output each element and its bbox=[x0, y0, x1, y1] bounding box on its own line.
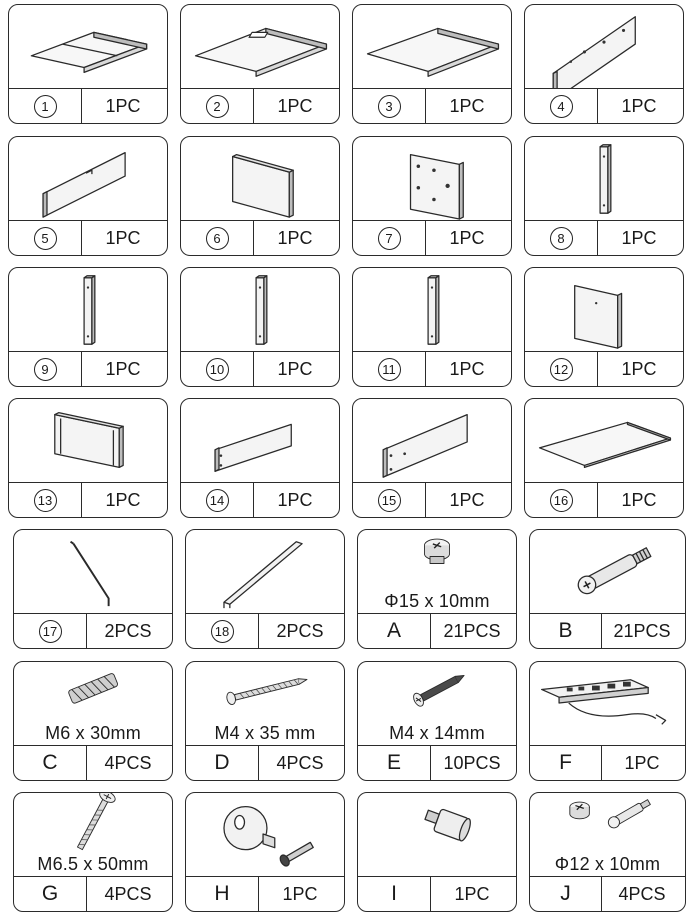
part-quantity: 1PC bbox=[449, 489, 485, 510]
part-footer bbox=[9, 482, 167, 517]
panel-holes-drawing bbox=[525, 5, 683, 89]
part-footer bbox=[358, 876, 516, 911]
part-card-16 bbox=[524, 398, 684, 518]
part-number: 6 bbox=[206, 227, 229, 250]
part-card-14 bbox=[180, 398, 340, 518]
panel-back-drawing bbox=[9, 399, 167, 483]
part-number-cell bbox=[353, 483, 426, 517]
part-spec: Φ15 x 10mm bbox=[384, 591, 490, 611]
part-quantity: 2PCS bbox=[104, 620, 152, 641]
part-letter: H bbox=[214, 882, 230, 905]
part-number-cell bbox=[353, 89, 426, 123]
part-footer bbox=[14, 745, 172, 780]
part-letter: E bbox=[386, 751, 401, 774]
post-drawing bbox=[181, 268, 339, 352]
part-quantity: 21PCS bbox=[613, 620, 671, 641]
part-quantity: 10PCS bbox=[443, 752, 501, 773]
part-footer bbox=[353, 88, 511, 123]
part-footer bbox=[353, 482, 511, 517]
cam-set-drawing bbox=[530, 793, 685, 853]
part-letter: I bbox=[391, 882, 397, 905]
part-number: 1 bbox=[34, 95, 57, 118]
rail-drawing bbox=[181, 399, 339, 483]
bolt-drawing bbox=[14, 793, 172, 853]
part-number: 15 bbox=[378, 489, 401, 512]
part-card-17 bbox=[13, 529, 173, 649]
part-number: 9 bbox=[34, 358, 57, 381]
panel-flat-drawing bbox=[353, 5, 511, 89]
part-footer bbox=[14, 876, 172, 911]
part-card-j bbox=[529, 792, 686, 912]
part-footer bbox=[181, 351, 339, 386]
part-card-7 bbox=[352, 136, 512, 256]
part-number-cell bbox=[530, 877, 602, 911]
part-card-8 bbox=[524, 136, 684, 256]
part-number-cell bbox=[14, 614, 87, 648]
panel-slot-drawing bbox=[181, 5, 339, 89]
part-number: 7 bbox=[378, 227, 401, 250]
part-letter: G bbox=[41, 882, 59, 905]
power-strip-drawing bbox=[530, 662, 685, 746]
part-footer bbox=[525, 351, 683, 386]
part-number-cell bbox=[9, 352, 82, 386]
part-number-cell bbox=[181, 221, 254, 255]
part-number: 2 bbox=[206, 95, 229, 118]
part-number-cell bbox=[9, 221, 82, 255]
part-footer bbox=[186, 876, 344, 911]
part-card-h bbox=[185, 792, 345, 912]
part-footer bbox=[9, 88, 167, 123]
part-quantity: 1PC bbox=[105, 489, 141, 510]
part-number: 14 bbox=[206, 489, 229, 512]
part-number: 3 bbox=[378, 95, 401, 118]
part-number-cell bbox=[353, 221, 426, 255]
part-footer bbox=[525, 220, 683, 255]
part-footer bbox=[358, 613, 516, 648]
part-footer bbox=[530, 613, 685, 648]
screw-short-drawing bbox=[358, 662, 516, 722]
panel-holed-block-drawing bbox=[353, 137, 511, 221]
part-card-9 bbox=[8, 267, 168, 387]
part-card-i bbox=[357, 792, 517, 912]
part-card-d bbox=[185, 661, 345, 781]
part-card-f bbox=[529, 661, 686, 781]
glass-drawing bbox=[525, 399, 683, 483]
part-footer bbox=[353, 351, 511, 386]
part-quantity: 4PCS bbox=[618, 883, 666, 904]
part-spec: M4 x 14mm bbox=[389, 723, 485, 743]
part-quantity: 4PCS bbox=[104, 883, 152, 904]
part-number-cell bbox=[14, 746, 87, 780]
part-card-c bbox=[13, 661, 173, 781]
part-number: 13 bbox=[34, 489, 57, 512]
part-footer bbox=[181, 220, 339, 255]
part-card-1 bbox=[8, 4, 168, 124]
part-quantity: 1PC bbox=[621, 227, 657, 248]
part-quantity: 1PC bbox=[105, 227, 141, 248]
part-footer bbox=[525, 88, 683, 123]
part-card-3 bbox=[352, 4, 512, 124]
part-number: 16 bbox=[550, 489, 573, 512]
part-footer bbox=[530, 745, 685, 780]
part-spec: Φ12 x 10mm bbox=[554, 854, 661, 874]
part-letter: F bbox=[559, 751, 572, 774]
part-quantity: 1PC bbox=[277, 489, 313, 510]
panel-side-drawing bbox=[181, 137, 339, 221]
part-number-cell bbox=[186, 746, 259, 780]
dowel-drawing bbox=[14, 662, 172, 722]
part-number-cell bbox=[525, 483, 598, 517]
shelf-pin-drawing bbox=[358, 793, 516, 877]
part-quantity: 1PC bbox=[277, 227, 313, 248]
part-quantity: 1PC bbox=[449, 358, 485, 379]
part-quantity: 1PC bbox=[277, 95, 313, 116]
part-card-5 bbox=[8, 136, 168, 256]
part-spec: M6.5 x 50mm bbox=[37, 854, 149, 874]
panel-small-drawing bbox=[525, 268, 683, 352]
part-number: 8 bbox=[550, 227, 573, 250]
part-card-2 bbox=[180, 4, 340, 124]
panel-notched-drawing bbox=[9, 137, 167, 221]
part-number: 4 bbox=[550, 95, 573, 118]
part-number-cell bbox=[525, 221, 598, 255]
strip-drawing bbox=[186, 530, 344, 614]
part-card-6 bbox=[180, 136, 340, 256]
part-number-cell bbox=[530, 746, 602, 780]
part-footer bbox=[14, 613, 172, 648]
part-footer bbox=[530, 876, 685, 911]
part-number-cell bbox=[530, 614, 602, 648]
part-footer bbox=[353, 220, 511, 255]
part-quantity: 1PC bbox=[454, 883, 490, 904]
part-quantity: 4PCS bbox=[104, 752, 152, 773]
part-card-11 bbox=[352, 267, 512, 387]
part-card-a bbox=[357, 529, 517, 649]
part-number: 18 bbox=[211, 620, 234, 643]
part-quantity: 1PC bbox=[277, 358, 313, 379]
part-number-cell bbox=[525, 352, 598, 386]
part-number: 5 bbox=[34, 227, 57, 250]
part-quantity: 1PC bbox=[621, 95, 657, 116]
part-quantity: 1PC bbox=[105, 358, 141, 379]
part-letter: C bbox=[42, 751, 58, 774]
part-number-cell bbox=[525, 89, 598, 123]
part-number-cell bbox=[186, 614, 259, 648]
post-drawing bbox=[9, 268, 167, 352]
part-footer bbox=[181, 88, 339, 123]
part-footer bbox=[186, 613, 344, 648]
part-card-b bbox=[529, 529, 686, 649]
part-footer bbox=[525, 482, 683, 517]
part-footer bbox=[9, 351, 167, 386]
part-footer bbox=[186, 745, 344, 780]
part-number-cell bbox=[181, 352, 254, 386]
part-number-cell bbox=[9, 483, 82, 517]
knob-drawing bbox=[186, 793, 344, 877]
part-footer bbox=[181, 482, 339, 517]
cam-lock-drawing bbox=[358, 530, 516, 590]
part-number-cell bbox=[181, 89, 254, 123]
part-quantity: 1PC bbox=[624, 752, 660, 773]
panel-split-drawing bbox=[9, 5, 167, 89]
part-spec: M6 x 30mm bbox=[45, 723, 141, 743]
part-card-4 bbox=[524, 4, 684, 124]
part-number-cell bbox=[358, 877, 431, 911]
part-card-12 bbox=[524, 267, 684, 387]
part-card-10 bbox=[180, 267, 340, 387]
part-quantity: 1PC bbox=[621, 358, 657, 379]
screw-long-drawing bbox=[186, 662, 344, 722]
part-quantity: 21PCS bbox=[443, 620, 501, 641]
part-number-cell bbox=[358, 746, 431, 780]
part-card-g bbox=[13, 792, 173, 912]
part-letter: B bbox=[558, 619, 573, 642]
part-card-18 bbox=[185, 529, 345, 649]
part-number: 17 bbox=[39, 620, 62, 643]
part-number-cell bbox=[186, 877, 259, 911]
post-drawing bbox=[353, 268, 511, 352]
part-quantity: 1PC bbox=[621, 489, 657, 510]
part-number-cell bbox=[9, 89, 82, 123]
rod-drawing bbox=[14, 530, 172, 614]
part-number-cell bbox=[181, 483, 254, 517]
post-drawing bbox=[525, 137, 683, 221]
part-number-cell bbox=[353, 352, 426, 386]
part-number-cell bbox=[358, 614, 431, 648]
part-footer bbox=[358, 745, 516, 780]
part-letter: J bbox=[560, 882, 571, 905]
part-number: 11 bbox=[378, 358, 401, 381]
part-quantity: 1PC bbox=[105, 95, 141, 116]
part-quantity: 4PCS bbox=[276, 752, 324, 773]
part-footer bbox=[9, 220, 167, 255]
cam-bolt-drawing bbox=[530, 530, 685, 614]
part-quantity: 2PCS bbox=[276, 620, 324, 641]
part-quantity: 1PC bbox=[449, 227, 485, 248]
part-card-13 bbox=[8, 398, 168, 518]
part-quantity: 1PC bbox=[449, 95, 485, 116]
part-letter: D bbox=[214, 751, 230, 774]
part-letter: A bbox=[386, 619, 401, 642]
part-number-cell bbox=[14, 877, 87, 911]
part-quantity: 1PC bbox=[282, 883, 318, 904]
part-spec: M4 x 35 mm bbox=[214, 723, 316, 743]
part-card-15 bbox=[352, 398, 512, 518]
rail-wide-drawing bbox=[353, 399, 511, 483]
part-card-e bbox=[357, 661, 517, 781]
part-number: 12 bbox=[550, 358, 573, 381]
part-number: 10 bbox=[206, 358, 229, 381]
